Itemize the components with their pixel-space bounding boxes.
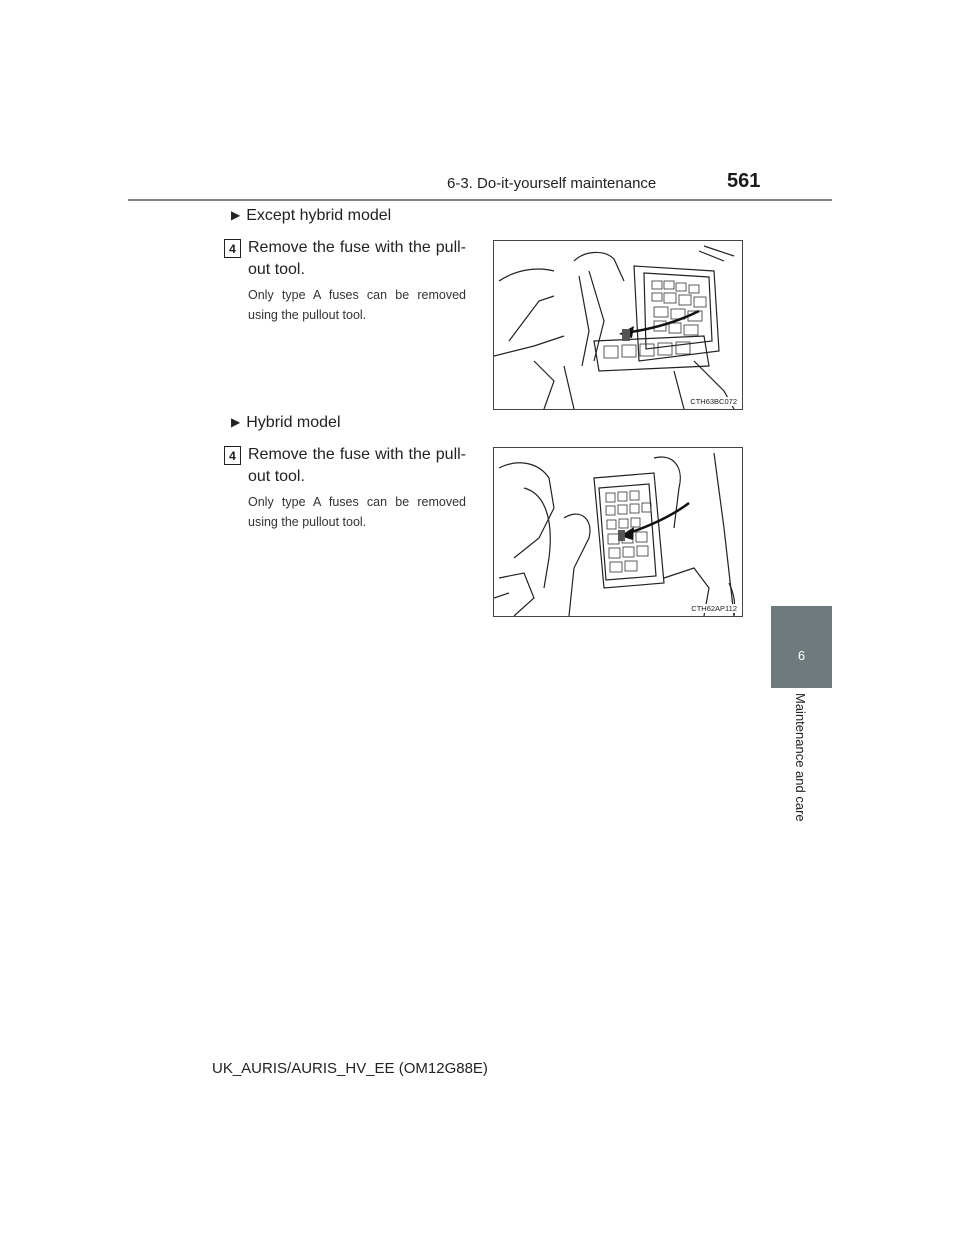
chapter-tab: [771, 606, 832, 688]
triangle-bullet-icon: ▶: [231, 415, 241, 429]
figure-fuse-box-hybrid: [493, 447, 743, 617]
bullet-except-hybrid: [231, 207, 391, 225]
step-note: Only type A fuses can be removed using the pullout tool.: [248, 495, 466, 529]
model-code: UK_AURIS/AURIS_HV_EE (OM12G88E): [212, 1060, 488, 1077]
header-divider: [128, 199, 832, 201]
step-instruction: Remove the fuse with the pull-out tool.: [248, 239, 466, 278]
fuse-box-illustration: [494, 448, 742, 616]
triangle-bullet-icon: ▶: [231, 208, 241, 222]
step-number-box: 4: [224, 239, 241, 258]
figure-fuse-box-except-hybrid: [493, 240, 743, 410]
figure-code: CTH63BC072: [690, 397, 737, 406]
fuse-box-illustration: [494, 241, 742, 409]
step-number-box: 4: [224, 446, 241, 465]
bullet-label: Hybrid model: [246, 414, 341, 431]
section-title: 6-3. Do-it-yourself maintenance: [447, 175, 657, 192]
bullet-hybrid: [231, 414, 341, 432]
chapter-title: Maintenance and care: [793, 693, 808, 822]
step-note: Only type A fuses can be removed using the pullout tool.: [248, 288, 466, 322]
figure-code: CTH62AP112: [691, 604, 737, 613]
chapter-number: 6: [797, 648, 806, 663]
step-instruction: Remove the fuse with the pull-out tool.: [248, 446, 466, 485]
page-number: 561: [727, 170, 761, 192]
bullet-label: Except hybrid model: [246, 207, 392, 224]
